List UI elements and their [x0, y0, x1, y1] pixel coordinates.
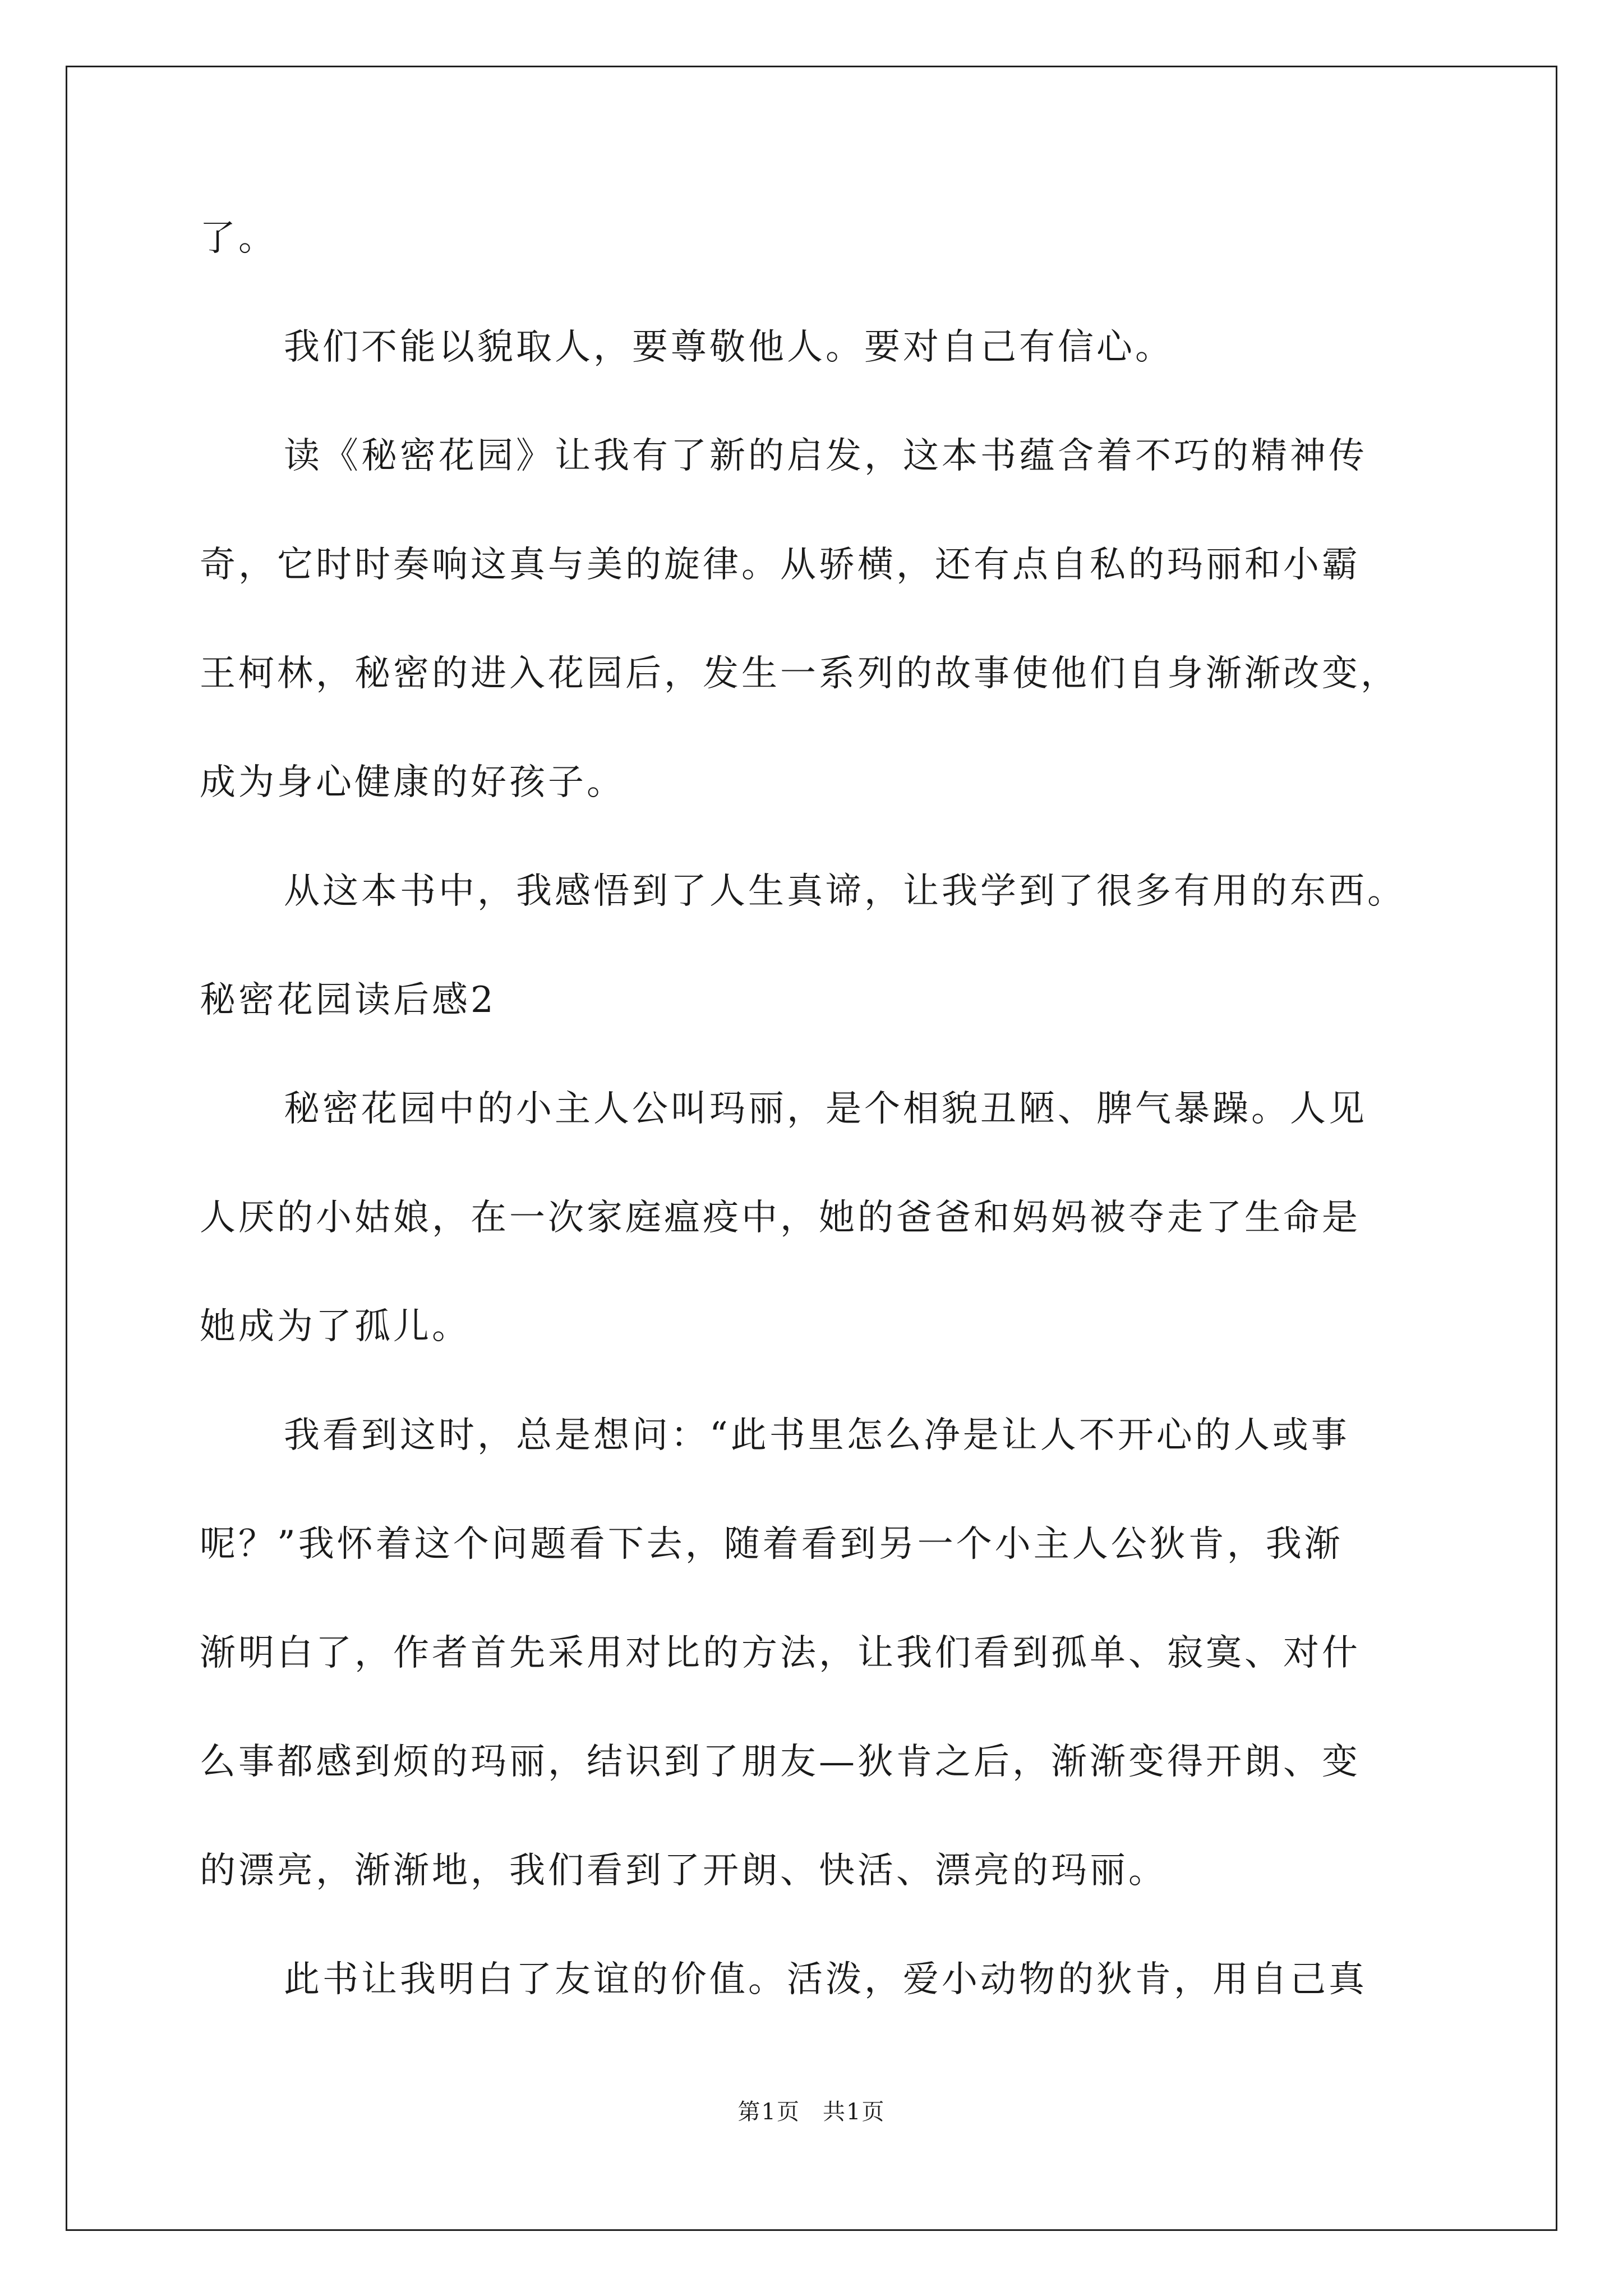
page-border [66, 66, 1557, 2231]
text-line: 王柯林，秘密的进入花园后，发生一系列的故事使他们自身渐渐改变， [200, 653, 1399, 694]
text-line: 了。 [200, 218, 277, 259]
text-line: 她成为了孤儿。 [200, 1306, 471, 1347]
text-line: 么事都感到烦的玛丽，结识到了朋友—狄肯之后，渐渐变得开朗、变 [200, 1741, 1361, 1783]
paragraph-start: 我看到这时，总是想问：“此书里怎么净是让人不开心的人或事 [284, 1415, 1350, 1456]
section-title: 秘密花园读后感2 [200, 979, 496, 1021]
paragraph-start: 读《秘密花园》让我有了新的启发，这本书蕴含着不巧的精神传 [284, 435, 1367, 477]
text-line: 呢？”我怀着这个问题看下去，随着看到另一个小主人公狄肯，我渐 [200, 1524, 1343, 1565]
page-total: 共1页 [823, 2099, 886, 2125]
paragraph-start: 我们不能以貌取人，要尊敬他人。要对自己有信心。 [284, 326, 1174, 368]
text-line: 的漂亮，渐渐地，我们看到了开朗、快活、漂亮的玛丽。 [200, 1850, 1167, 1892]
page-footer [0, 2095, 1623, 2129]
page-number: 第1页 [737, 2099, 800, 2125]
text-line: 奇，它时时奏响这真与美的旋律。从骄横，还有点自私的玛丽和小霸 [200, 544, 1361, 586]
text-line: 渐明白了，作者首先采用对比的方法，让我们看到孤单、寂寞、对什 [200, 1632, 1361, 1674]
paragraph-start: 秘密花园中的小主人公叫玛丽，是个相貌丑陋、脾气暴躁。人见 [284, 1088, 1367, 1130]
text-line: 人厌的小姑娘，在一次家庭瘟疫中，她的爸爸和妈妈被夺走了生命是 [200, 1197, 1361, 1239]
paragraph-start: 此书让我明白了友谊的价值。活泼，爱小动物的狄肯，用自己真 [284, 1959, 1367, 2000]
text-line: 成为身心健康的好孩子。 [200, 762, 625, 803]
paragraph-start: 从这本书中，我感悟到了人生真谛，让我学到了很多有用的东西。 [284, 871, 1406, 912]
